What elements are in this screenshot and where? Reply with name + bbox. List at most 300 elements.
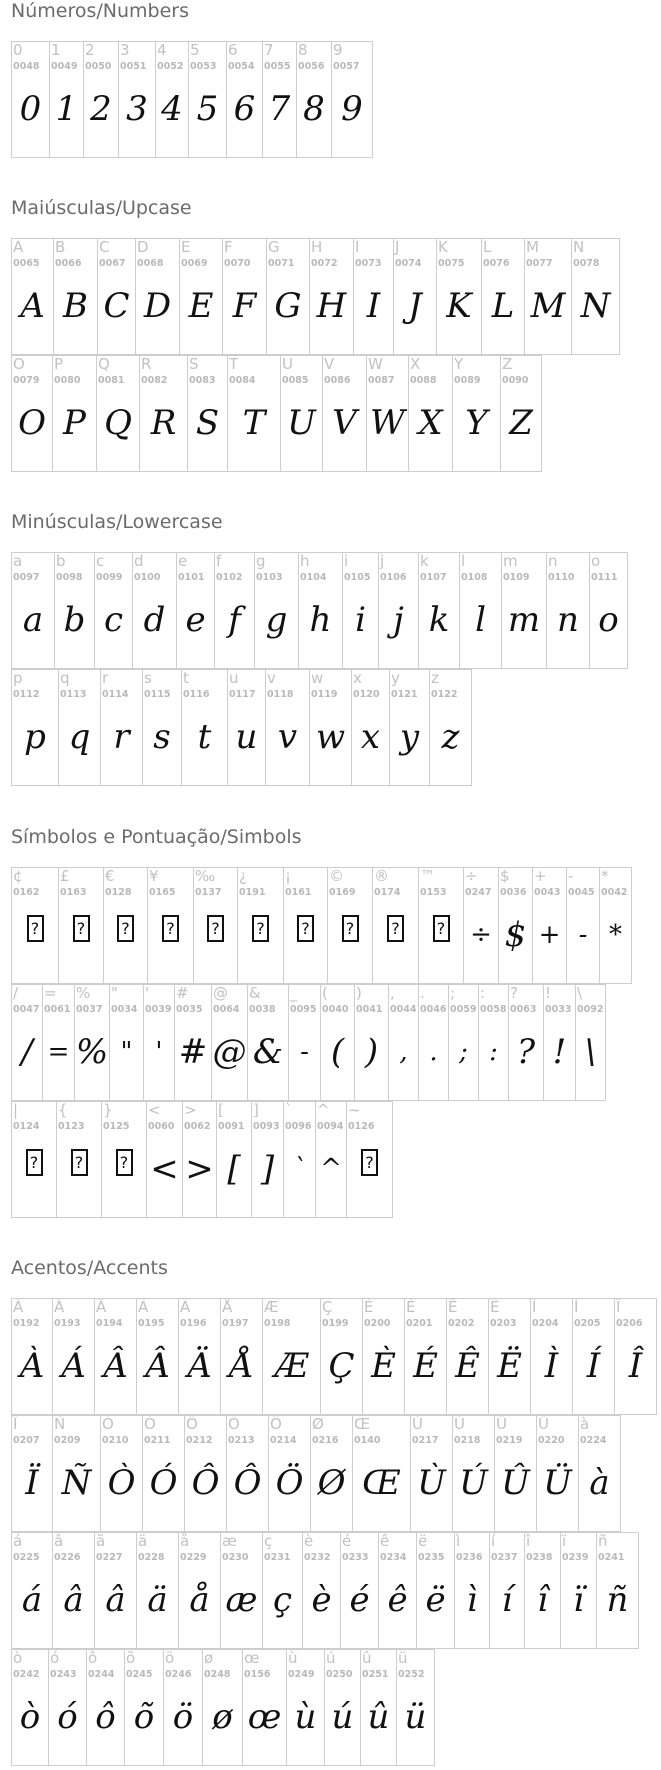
glyph-char-label: ¿ <box>239 867 247 885</box>
glyph-code-label: 0063 <box>510 1004 537 1015</box>
glyph-code-label: 0083 <box>189 375 216 386</box>
glyph-sample: é <box>349 1580 370 1620</box>
glyph-sample: F <box>232 286 257 326</box>
glyph-code-label: 0218 <box>454 1435 481 1446</box>
glyph-sample: ÷ <box>470 920 492 950</box>
glyph-char-label: ? <box>510 984 518 1002</box>
glyph-char-label: U <box>282 355 293 373</box>
glyph-char-label: : <box>480 984 486 1002</box>
missing-glyph-icon <box>194 915 237 942</box>
glyph-sample: k <box>428 600 450 640</box>
glyph-char-label: é <box>342 1532 352 1550</box>
glyph-cell <box>11 669 59 786</box>
glyph-code-label: 0121 <box>391 689 418 700</box>
glyph-cell <box>495 1415 537 1532</box>
glyph-code-label: 0122 <box>431 689 458 700</box>
glyph-code-label: 0057 <box>333 61 360 72</box>
glyph-code-label: 0201 <box>406 1318 433 1329</box>
glyph-sample: œ <box>247 1697 282 1737</box>
glyph-cell <box>579 1415 621 1532</box>
glyph-sample: Æ <box>274 1346 309 1386</box>
glyph-cell <box>600 867 632 984</box>
glyph-cell <box>84 41 119 158</box>
glyph-code-label: 0195 <box>138 1318 165 1329</box>
glyph-code-label: 0089 <box>454 375 481 386</box>
glyph-cell <box>502 552 547 669</box>
glyph-char-label: 0 <box>13 41 23 59</box>
glyph-cell <box>453 355 501 472</box>
glyph-sample: Y <box>465 403 488 443</box>
glyph-char-label: à <box>580 1415 590 1433</box>
glyph-row <box>11 984 606 1101</box>
glyph-sample: Â <box>103 1346 128 1386</box>
glyph-cell <box>57 1101 102 1218</box>
glyph-cell <box>188 355 228 472</box>
glyph-cell <box>537 1415 579 1532</box>
missing-glyph-icon <box>12 915 58 942</box>
glyph-sample: \ <box>584 1032 597 1072</box>
glyph-char-label: ñ <box>598 1532 608 1550</box>
glyph-char-label: , <box>390 984 395 1002</box>
glyph-code-label: 0096 <box>285 1121 312 1132</box>
glyph-sample: U <box>287 403 316 443</box>
missing-glyph-box: ? <box>116 1149 133 1176</box>
glyph-code-label: 0241 <box>598 1552 625 1563</box>
glyph-sample: w <box>315 717 346 757</box>
glyph-code-label: 0193 <box>54 1318 81 1329</box>
glyph-code-label: 0108 <box>461 572 488 583</box>
glyph-char-label: B <box>55 238 66 256</box>
glyph-code-label: 0092 <box>577 1004 604 1015</box>
glyph-sample: C <box>103 286 130 326</box>
glyph-sample: # <box>178 1032 208 1072</box>
glyph-sample: ` <box>293 1154 306 1184</box>
glyph-code-label: 0225 <box>13 1552 40 1563</box>
glyph-cell <box>243 1649 287 1766</box>
glyph-code-label: 0249 <box>288 1669 315 1680</box>
glyph-char-label: b <box>56 552 66 570</box>
glyph-code-label: 0165 <box>149 887 176 898</box>
glyph-cell <box>352 669 390 786</box>
glyph-sample: Ô <box>191 1463 220 1503</box>
glyph-code-label: 0248 <box>204 1669 231 1680</box>
glyph-sample: B <box>63 286 88 326</box>
glyph-code-label: 0161 <box>285 887 312 898</box>
glyph-sample: ê <box>387 1580 408 1620</box>
glyph-sample: q <box>68 717 91 757</box>
glyph-code-label: 0192 <box>13 1318 40 1329</box>
glyph-sample: Â <box>145 1346 170 1386</box>
glyph-char-label: ^ <box>317 1101 330 1119</box>
glyph-sample: / <box>21 1032 33 1072</box>
glyph-cell <box>303 1532 341 1649</box>
glyph-sample: È <box>371 1346 396 1386</box>
glyph-code-label: 0153 <box>420 887 447 898</box>
glyph-char-label: r <box>102 669 109 687</box>
glyph-char-label: ~ <box>348 1101 361 1119</box>
missing-glyph-box: ? <box>433 915 450 942</box>
missing-glyph-icon <box>104 915 147 942</box>
glyph-code-label: 0055 <box>264 61 291 72</box>
glyph-code-label: 0076 <box>483 258 510 269</box>
glyph-char-label: õ <box>126 1649 136 1667</box>
glyph-cell <box>263 1532 303 1649</box>
glyph-cell <box>347 1101 393 1218</box>
glyph-cell <box>11 1649 49 1766</box>
glyph-code-label: 0196 <box>180 1318 207 1329</box>
glyph-char-label: q <box>60 669 70 687</box>
glyph-code-label: 0048 <box>13 61 40 72</box>
glyph-char-label: æ <box>222 1532 237 1550</box>
glyph-sample: Ò <box>107 1463 136 1503</box>
glyph-sample: n <box>557 600 579 640</box>
glyph-cell <box>267 238 310 355</box>
glyph-sample: 6 <box>233 89 256 129</box>
glyph-sample: ò <box>19 1697 41 1737</box>
glyph-code-label: 0042 <box>601 887 628 898</box>
glyph-sample: 2 <box>90 89 112 129</box>
glyph-sample: " <box>120 1037 133 1067</box>
glyph-cell <box>54 238 98 355</box>
glyph-char-label: Ç <box>322 1298 333 1316</box>
glyph-char-label: œ <box>244 1649 260 1667</box>
glyph-cell <box>449 984 479 1101</box>
glyph-cell <box>11 238 54 355</box>
glyph-cell <box>148 867 194 984</box>
glyph-sample: o <box>598 600 619 640</box>
glyph-sample: Ù <box>417 1463 446 1503</box>
glyph-sample: $ <box>504 915 527 955</box>
glyph-cell <box>11 984 43 1101</box>
glyph-char-label: p <box>13 669 23 687</box>
glyph-sample: å <box>189 1580 210 1620</box>
missing-glyph-box: ? <box>71 1149 88 1176</box>
glyph-char-label: J <box>395 238 400 256</box>
glyph-cell <box>499 867 533 984</box>
glyph-code-label: 0087 <box>368 375 395 386</box>
glyph-code-label: 0212 <box>186 1435 213 1446</box>
glyph-char-label: \ <box>577 984 583 1002</box>
glyph-char-label: ã <box>96 1532 106 1550</box>
glyph-code-label: 0051 <box>120 61 147 72</box>
glyph-sample: e <box>185 600 206 640</box>
glyph-sample: ì <box>466 1580 478 1620</box>
glyph-cell <box>311 1415 353 1532</box>
glyph-cell <box>119 41 156 158</box>
glyph-code-label: 0197 <box>222 1318 249 1329</box>
glyph-code-label: 0203 <box>490 1318 517 1329</box>
glyph-char-label: Ä <box>180 1298 191 1316</box>
glyph-cell <box>316 1101 347 1218</box>
glyph-cell <box>547 552 590 669</box>
glyph-char-label: V <box>324 355 335 373</box>
glyph-sample: [ <box>227 1149 241 1189</box>
glyph-char-label: ¢ <box>13 867 23 885</box>
glyph-cell <box>389 984 419 1101</box>
glyph-sample: Ï <box>25 1463 39 1503</box>
glyph-cell <box>164 1649 203 1766</box>
glyph-char-label: g <box>256 552 266 570</box>
glyph-char-label: C <box>99 238 110 256</box>
glyph-cell <box>238 867 284 984</box>
glyph-cell <box>310 238 354 355</box>
glyph-sample: g <box>265 600 288 640</box>
glyph-row <box>11 867 632 984</box>
glyph-sample: , <box>399 1037 408 1067</box>
glyph-code-label: 0068 <box>137 258 164 269</box>
glyph-code-label: 0102 <box>216 572 243 583</box>
glyph-code-label: 0037 <box>76 1004 103 1015</box>
glyph-char-label: z <box>431 669 439 687</box>
glyph-cell <box>53 1532 95 1649</box>
glyph-code-label: 0044 <box>390 1004 417 1015</box>
glyph-cell <box>354 238 394 355</box>
glyph-char-label: â <box>54 1532 64 1550</box>
glyph-code-label: 0059 <box>450 1004 477 1015</box>
glyph-sample: ù <box>294 1697 317 1737</box>
glyph-sample: - <box>578 920 588 950</box>
glyph-cell <box>227 41 263 158</box>
glyph-char-label: Ï <box>13 1415 18 1433</box>
glyph-code-label: 0124 <box>13 1121 40 1132</box>
glyph-cell <box>531 1298 573 1415</box>
glyph-sample: S <box>195 403 220 443</box>
glyph-code-label: 0140 <box>354 1435 381 1446</box>
glyph-sample: Z <box>509 403 533 443</box>
glyph-sample: 7 <box>268 89 291 129</box>
glyph-sample: Ó <box>149 1463 178 1503</box>
glyph-cell <box>437 238 482 355</box>
glyph-cell <box>147 1101 183 1218</box>
glyph-sample: : <box>489 1037 498 1067</box>
glyph-char-label: s <box>144 669 152 687</box>
glyph-sample: ô <box>95 1697 116 1737</box>
glyph-code-label: 0053 <box>190 61 217 72</box>
glyph-cell <box>137 1298 179 1415</box>
glyph-code-label: 0090 <box>502 375 529 386</box>
glyph-sample: æ <box>225 1580 258 1620</box>
glyph-cell <box>460 552 502 669</box>
glyph-code-label: 0163 <box>60 887 87 898</box>
glyph-code-label: 0080 <box>54 375 81 386</box>
glyph-sample: à <box>589 1463 610 1503</box>
glyph-char-label: h <box>300 552 310 570</box>
glyph-sample: â <box>105 1580 126 1620</box>
glyph-sample: Ô <box>233 1463 262 1503</box>
glyph-cell <box>55 552 95 669</box>
glyph-sample: ï <box>573 1580 584 1620</box>
glyph-char-label: 6 <box>228 41 238 59</box>
glyph-char-label: û <box>362 1649 372 1667</box>
glyph-code-label: 0125 <box>103 1121 130 1132</box>
glyph-code-label: 0126 <box>348 1121 375 1132</box>
glyph-cell <box>263 1298 321 1415</box>
glyph-code-label: 0217 <box>412 1435 439 1446</box>
glyph-cell <box>179 1298 221 1415</box>
glyph-char-label: Y <box>454 355 464 373</box>
glyph-cell <box>597 1532 639 1649</box>
glyph-sample: Ü <box>543 1463 572 1503</box>
glyph-sample: Ë <box>497 1346 522 1386</box>
glyph-cell <box>110 984 144 1101</box>
glyph-cell <box>179 1532 221 1649</box>
glyph-char-label: ( <box>322 984 328 1002</box>
glyph-char-label: ! <box>545 984 552 1002</box>
glyph-char-label: < <box>148 1101 161 1119</box>
section-title-numbers: Números/Numbers <box>11 0 189 22</box>
glyph-code-label: 0073 <box>355 258 382 269</box>
glyph-code-label: 0056 <box>298 61 325 72</box>
glyph-sample: O <box>18 403 46 443</box>
glyph-sample: s <box>153 717 171 757</box>
glyph-sample: & <box>252 1032 284 1072</box>
glyph-char-label: k <box>420 552 429 570</box>
glyph-char-label: Ì <box>532 1298 537 1316</box>
glyph-code-label: 0033 <box>545 1004 572 1015</box>
glyph-sample: û <box>367 1697 390 1737</box>
glyph-char-label: * <box>601 867 609 885</box>
glyph-cell <box>248 984 289 1101</box>
glyph-char-label: Õ <box>228 1415 240 1433</box>
glyph-char-label: E <box>181 238 191 256</box>
glyph-code-label: 0210 <box>102 1435 129 1446</box>
glyph-code-label: 0233 <box>342 1552 369 1563</box>
glyph-sample: ' <box>155 1037 163 1067</box>
glyph-char-label: Ú <box>454 1415 465 1433</box>
glyph-code-label: 0098 <box>56 572 83 583</box>
glyph-code-label: 0123 <box>58 1121 85 1132</box>
glyph-char-label: É <box>406 1298 416 1316</box>
glyph-sample: Å <box>229 1346 254 1386</box>
glyph-char-label: Ü <box>538 1415 549 1433</box>
glyph-char-label: _ <box>290 984 298 1002</box>
glyph-cell <box>101 669 143 786</box>
glyph-cell <box>136 238 180 355</box>
glyph-cell <box>59 669 101 786</box>
glyph-sample: Ê <box>455 1346 480 1386</box>
glyph-code-label: 0236 <box>456 1552 483 1563</box>
glyph-sample: í <box>501 1580 513 1620</box>
glyph-char-label: . <box>420 984 425 1002</box>
glyph-char-label: 8 <box>298 41 308 59</box>
glyph-code-label: 0070 <box>224 258 251 269</box>
glyph-cell <box>379 1532 417 1649</box>
glyph-code-label: 0093 <box>253 1121 280 1132</box>
glyph-cell <box>133 552 177 669</box>
glyph-code-label: 0035 <box>176 1004 203 1015</box>
missing-glyph-box: ? <box>342 915 359 942</box>
glyph-sample: 8 <box>303 89 325 129</box>
glyph-sample: % <box>75 1032 109 1072</box>
glyph-sample: Î <box>628 1346 643 1386</box>
glyph-row <box>11 41 373 158</box>
glyph-char-label: m <box>503 552 518 570</box>
glyph-code-label: 0062 <box>184 1121 211 1132</box>
glyph-code-label: 0085 <box>282 375 309 386</box>
glyph-sample: M <box>530 286 566 326</box>
glyph-char-label: ù <box>288 1649 298 1667</box>
glyph-sample: Œ <box>362 1463 401 1503</box>
glyph-code-label: 0237 <box>491 1552 518 1563</box>
glyph-char-label: Á <box>54 1298 65 1316</box>
glyph-char-label: = <box>44 984 57 1002</box>
glyph-code-label: 0251 <box>362 1669 389 1680</box>
glyph-char-label: n <box>548 552 558 570</box>
missing-glyph-box: ? <box>361 1149 378 1176</box>
glyph-char-label: î <box>526 1532 531 1550</box>
glyph-cell <box>464 867 499 984</box>
glyph-char-label: Œ <box>354 1415 371 1433</box>
glyph-cell <box>284 1101 316 1218</box>
glyph-char-label: ò <box>13 1649 23 1667</box>
glyph-sample: ^ <box>320 1154 342 1184</box>
glyph-sample: ! <box>552 1032 567 1072</box>
glyph-char-label: a <box>13 552 23 570</box>
glyph-char-label: Î <box>616 1298 621 1316</box>
glyph-cell <box>215 552 255 669</box>
glyph-sample: A <box>20 286 45 326</box>
glyph-cell <box>417 1532 455 1649</box>
glyph-char-label: u <box>229 669 239 687</box>
glyph-char-label: 7 <box>264 41 274 59</box>
glyph-cell <box>101 1415 143 1532</box>
glyph-code-label: 0081 <box>98 375 125 386</box>
glyph-sample: ø <box>212 1697 233 1737</box>
glyph-cell <box>341 1532 379 1649</box>
glyph-cell <box>576 984 606 1101</box>
glyph-code-label: 0214 <box>270 1435 297 1446</box>
glyph-sample: ñ <box>606 1580 629 1620</box>
glyph-sample: > <box>185 1149 214 1189</box>
glyph-char-label: > <box>184 1101 197 1119</box>
glyph-cell <box>405 1298 447 1415</box>
section-title-lowercase: Minúsculas/Lowercase <box>11 511 223 533</box>
glyph-code-label: 0091 <box>218 1121 245 1132</box>
glyph-sample: Ì <box>544 1346 559 1386</box>
glyph-sample: V <box>332 403 357 443</box>
glyph-cell <box>143 669 182 786</box>
glyph-char-label: ‰ <box>195 867 216 885</box>
glyph-code-label: 0199 <box>322 1318 349 1329</box>
section-title-symbols: Símbolos e Pontuação/Simbols <box>11 826 302 848</box>
glyph-sample: t <box>197 717 212 757</box>
glyph-cell <box>185 1415 227 1532</box>
glyph-code-label: 0162 <box>13 887 40 898</box>
glyph-char-label: ` <box>285 1101 293 1119</box>
glyph-code-label: 0228 <box>138 1552 165 1563</box>
glyph-char-label: 2 <box>85 41 95 59</box>
glyph-sample: ó <box>57 1697 78 1737</box>
section-title-accents: Acentos/Accents <box>11 1257 168 1279</box>
glyph-char-label: { <box>58 1101 68 1119</box>
glyph-cell <box>430 669 472 786</box>
glyph-code-label: 0224 <box>580 1435 607 1446</box>
glyph-row <box>11 355 542 472</box>
glyph-sample: Ç <box>328 1346 355 1386</box>
glyph-char-label: R <box>141 355 152 373</box>
glyph-char-label: ú <box>326 1649 336 1667</box>
glyph-sample: H <box>316 286 347 326</box>
glyph-sample: b <box>63 600 86 640</box>
section-title-upcase: Maiúsculas/Upcase <box>11 197 192 219</box>
glyph-char-label: Å <box>222 1298 233 1316</box>
glyph-code-label: 0058 <box>480 1004 507 1015</box>
glyph-code-label: 0234 <box>380 1552 407 1563</box>
glyph-code-label: 0082 <box>141 375 168 386</box>
missing-glyph-box: ? <box>27 915 44 942</box>
glyph-char-label: ç <box>264 1532 273 1550</box>
glyph-cell <box>266 669 310 786</box>
